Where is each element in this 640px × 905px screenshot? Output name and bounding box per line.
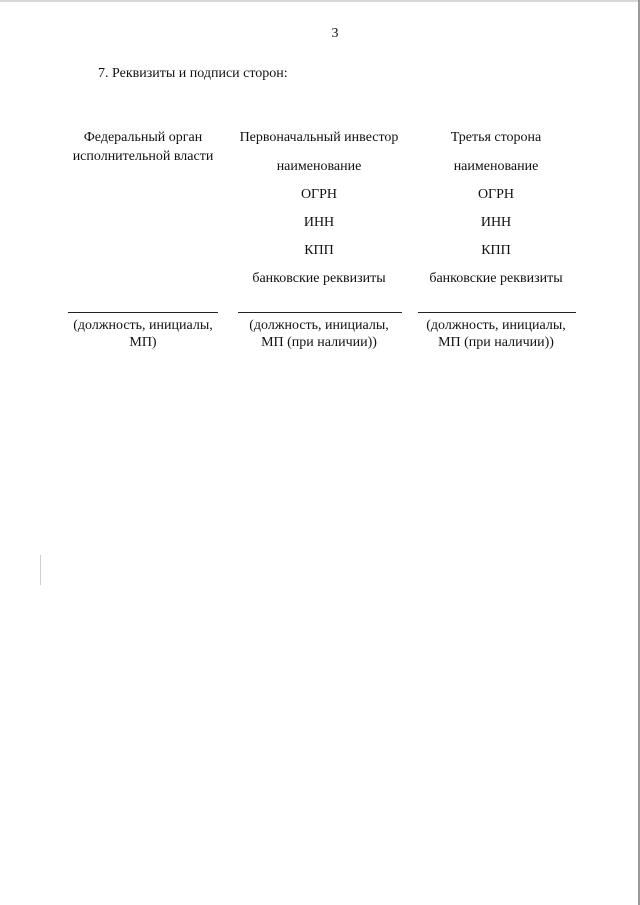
signature-caption-federal-body bbox=[58, 317, 228, 351]
page-number: 3 bbox=[331, 26, 339, 41]
signature-line-federal-body bbox=[68, 312, 218, 313]
signature-line-third-party bbox=[418, 312, 576, 313]
scan-edge-top bbox=[0, 0, 640, 2]
field-label-ogrn: ОГРН bbox=[477, 187, 515, 202]
party-heading-line: Первоначальный инвестор bbox=[239, 130, 399, 145]
scan-artifact-mark bbox=[40, 555, 41, 585]
signature-caption-line: МП (при наличии)) bbox=[261, 335, 377, 350]
party-column-initial-investor bbox=[226, 128, 412, 288]
party-heading-line: исполнительной власти bbox=[72, 149, 214, 164]
party-column-federal-body bbox=[58, 128, 228, 166]
signature-caption-line: МП) bbox=[129, 335, 157, 350]
field-label-inn: ИНН bbox=[480, 215, 512, 230]
field-label-kpp: КПП bbox=[304, 243, 334, 258]
signature-caption-line: (должность, инициалы, bbox=[73, 318, 213, 333]
field-label-inn: ИНН bbox=[303, 215, 335, 230]
party-heading-line: Федеральный орган bbox=[83, 130, 203, 145]
signature-caption-line: (должность, инициалы, bbox=[426, 318, 566, 333]
signature-caption-line: (должность, инициалы, bbox=[249, 318, 389, 333]
signature-line-initial-investor bbox=[238, 312, 402, 313]
field-label-name: наименование bbox=[276, 159, 362, 174]
signature-caption-third-party bbox=[405, 317, 587, 351]
signature-caption-initial-investor bbox=[226, 317, 412, 351]
party-column-third-party bbox=[405, 128, 587, 288]
field-label-ogrn: ОГРН bbox=[300, 187, 338, 202]
signature-caption-line: МП (при наличии)) bbox=[438, 335, 554, 350]
field-label-bank-details: банковские реквизиты bbox=[429, 271, 563, 286]
section-title: 7. Реквизиты и подписи сторон: bbox=[98, 66, 288, 81]
field-label-bank-details: банковские реквизиты bbox=[252, 271, 386, 286]
field-label-name: наименование bbox=[453, 159, 539, 174]
party-heading-line: Третья сторона bbox=[450, 130, 542, 145]
field-label-kpp: КПП bbox=[481, 243, 511, 258]
